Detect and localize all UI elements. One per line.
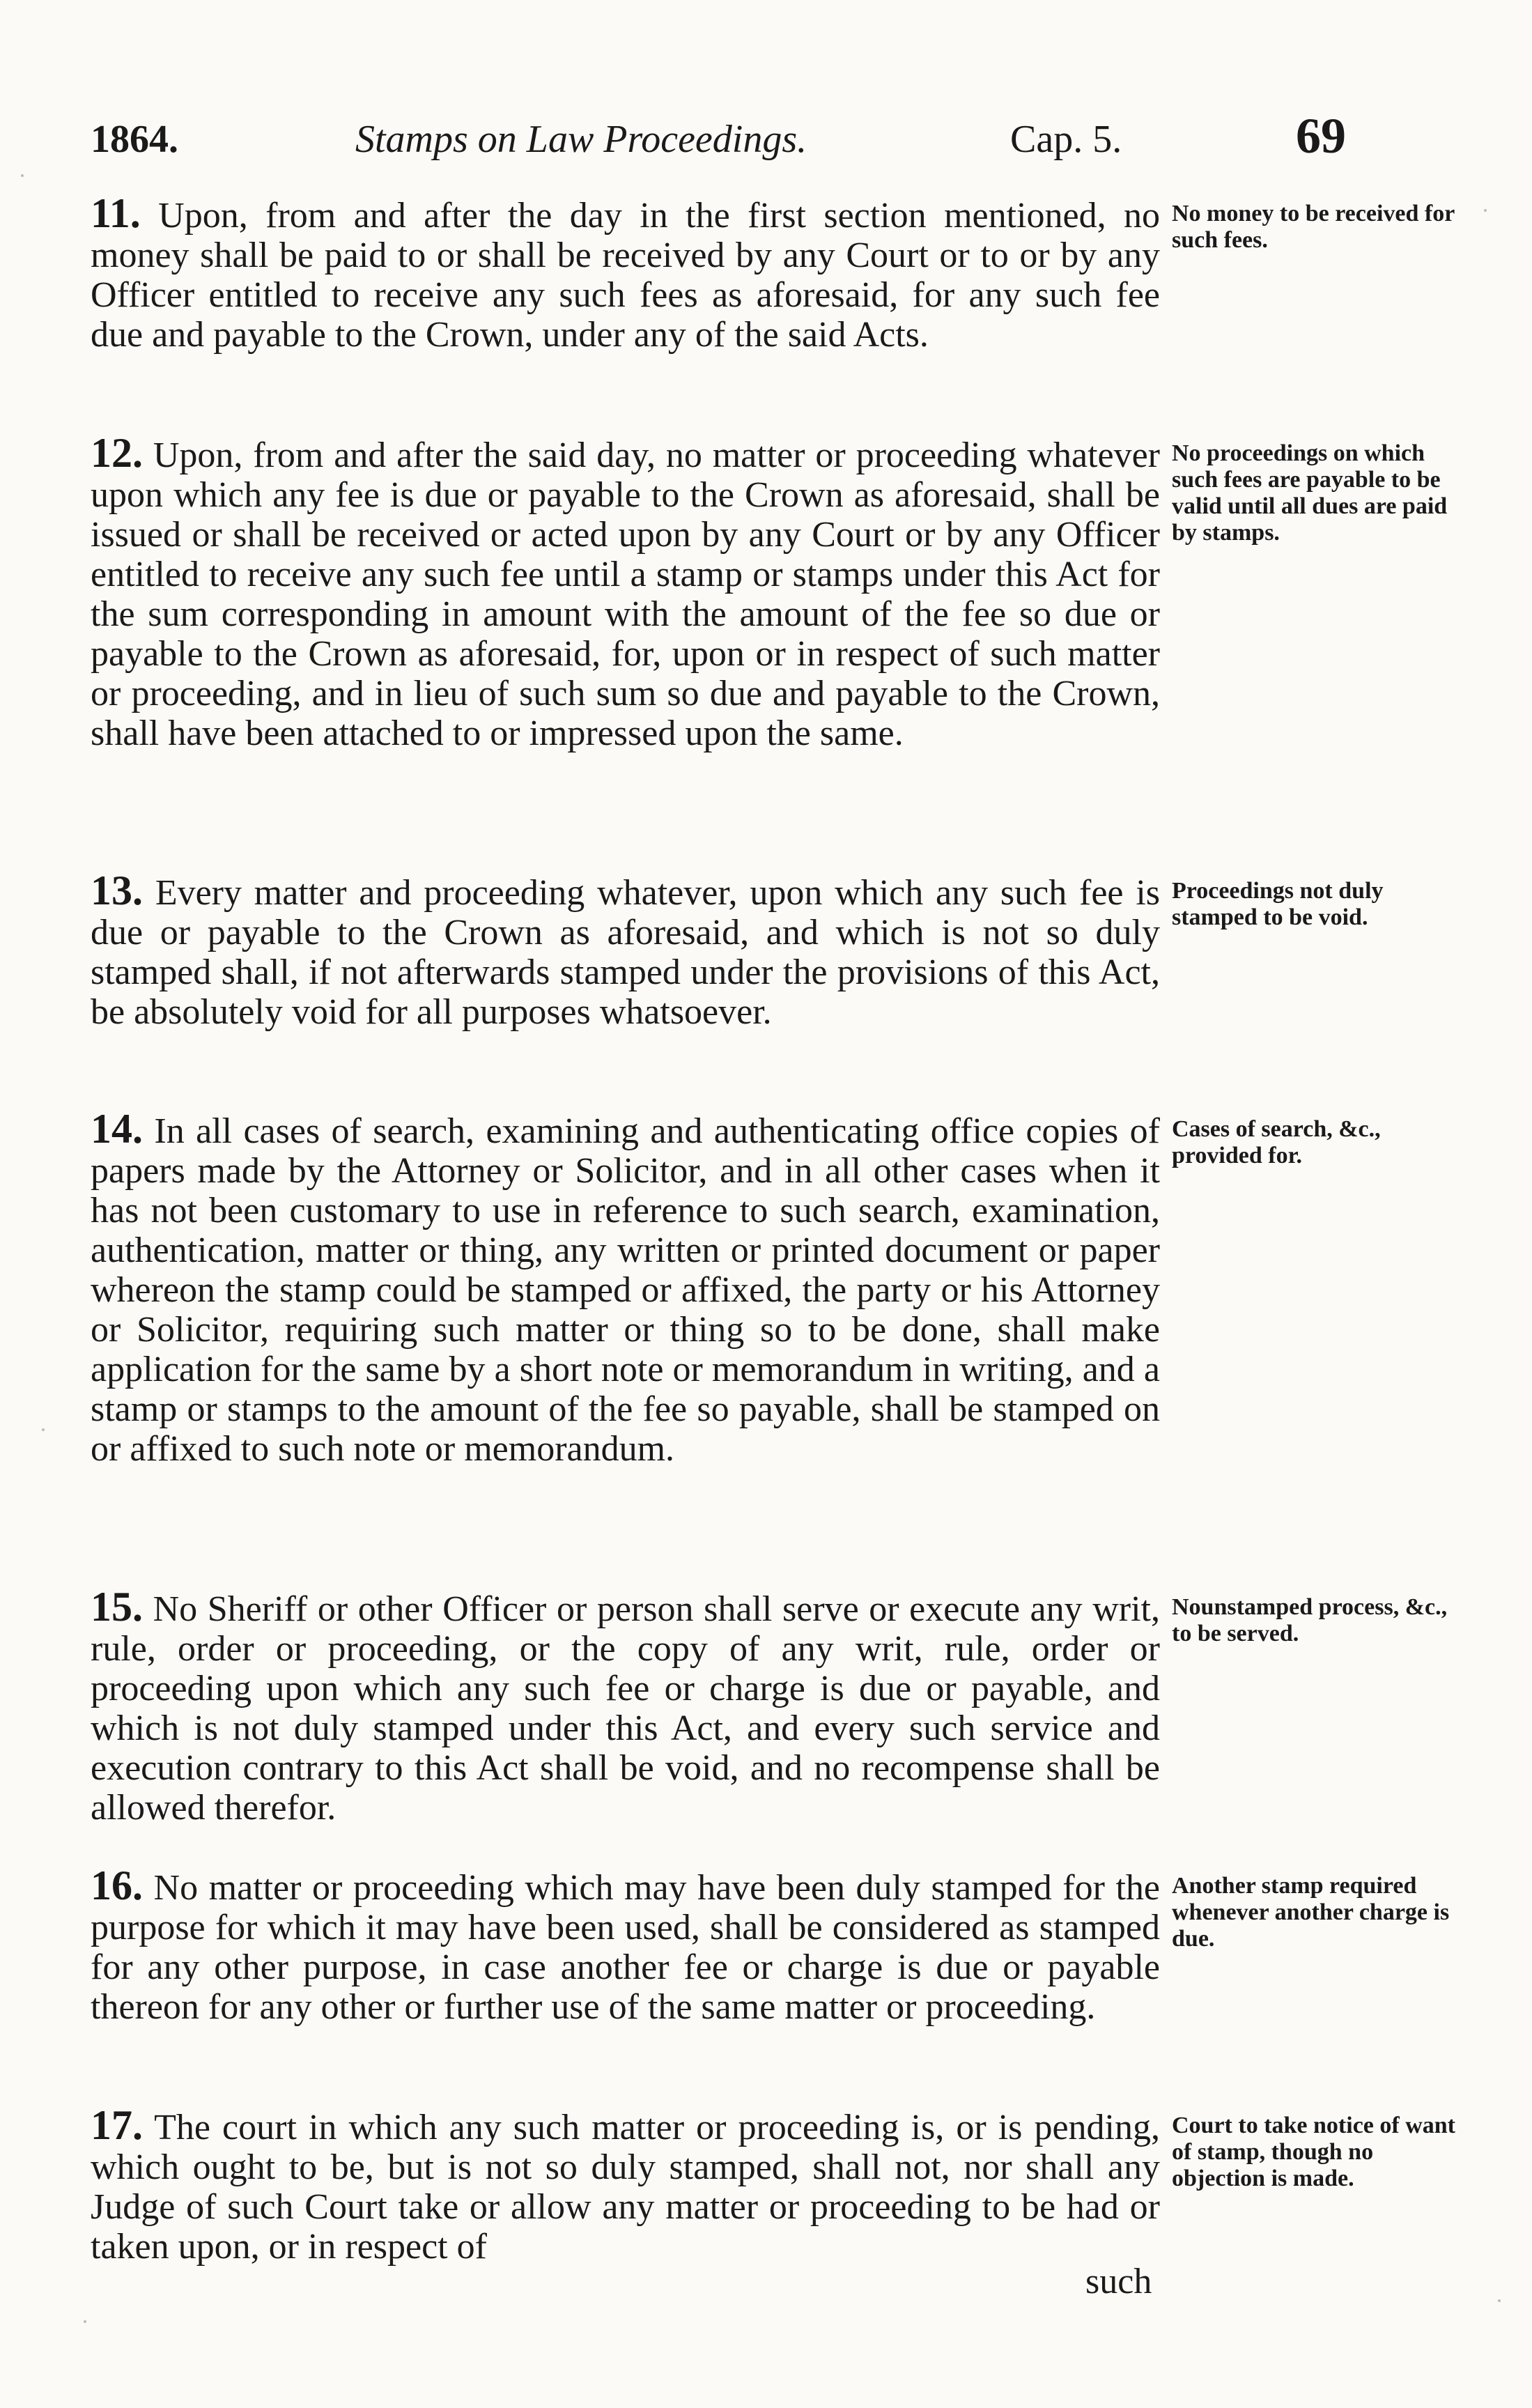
header-year: 1864.: [91, 118, 178, 161]
section-text: The court in which any such matter or proceeding is, or is pending, which ought to be, but is not so duly stamped, shall not, nor shall any Judge of such Court take or allow any matter or proceeding to be had or taken upon, or in respect of: [91, 2108, 1160, 2267]
section-number: 14.: [91, 1106, 143, 1152]
section-number: 15.: [91, 1584, 143, 1630]
paper-speck: [42, 1428, 45, 1431]
section-text: No matter or proceeding which may have been duly stamped for the purpose for which it may have been used, shall be considered as stamped for any other purpose, in case another fee or charge is due or payable thereon for any other or further use of the same matter or proceeding.: [91, 1868, 1160, 2027]
section-number: 12.: [91, 430, 143, 476]
header-title: Stamps on Law Proceedings.: [355, 118, 807, 161]
paper-speck: [21, 174, 24, 177]
page-number: 69: [1296, 108, 1346, 164]
running-header: [91, 105, 1365, 174]
paper-speck: [84, 2320, 86, 2323]
section-text: In all cases of search, examining and authenticating office copies of papers made by the Attorney or Solicitor, and in all other cases when it has not been customary to use in reference to such search, examination, authentication, matter or thing, any written or printed document or paper whereon the stamp could be stamped or affixed, the party or his Attorney or Solicitor, requiring such matter or thing so to be done, shall make application for the same by a short note or memorandum in writing, and a stamp or stamps to the amount of the fee so payable, shall be stamped on or affixed to such note or memorandum.: [91, 1111, 1160, 1469]
section-number: 17.: [91, 2102, 143, 2148]
paper-speck: [1498, 2299, 1501, 2302]
margin-note: No proceedings on which such fees are payable to be valid until all dues are paid by stamps.: [1172, 440, 1448, 546]
section-body: [91, 2102, 1160, 2267]
margin-note: No money to be received for such fees.: [1172, 201, 1455, 253]
section-text: Upon, from and after the day in the first section mentioned, no money shall be paid to or shall be received by any Court or to or by any Officer entitled to receive any such fees as aforesaid, for any such fee due and payable to the Crown, under any of the said Acts.: [91, 196, 1161, 355]
margin-note: Nounstamped process, &c., to be served.: [1172, 1594, 1448, 1646]
margin-note: Proceedings not duly stamped to be void.: [1172, 878, 1384, 930]
section-body: [91, 1106, 1160, 1469]
section-body: [91, 430, 1160, 753]
section-text: Every matter and proceeding whatever, upon which any such fee is due or payable to the Crown as aforesaid, and which is not so duly stamped shall, if not afterwards stamped under the provisions of this Act, be absolutely void for all purposes whatsoever.: [91, 873, 1160, 1032]
margin-note: Cases of search, &c., provided for.: [1172, 1116, 1381, 1168]
section-text: Upon, from and after the said day, no matter or proceeding whatever upon which any fee is due or payable to the Crown as aforesaid, shall be issued or shall be received or acted upon by any Court or by any Officer entitled to receive any such fee until a stamp or stamps under this Act for the sum corresponding in amount with the amount of the fee so due or payable to the Crown as aforesaid, for, upon or in respect of such matter or proceeding, and in lieu of such sum so due and payable to the Crown, shall have been attached to or impressed upon the same.: [91, 435, 1160, 753]
section-number: 16.: [91, 1862, 143, 1908]
margin-note: Another stamp required whenever another charge is due.: [1172, 1873, 1450, 1952]
section-text: No Sheriff or other Officer or person shall serve or execute any writ, rule, order or proceeding, or the copy of any writ, rule, order or proceeding upon which any such fee or charge is due or payable, and which is not duly stamped under this Act, and every such service and execution contrary to this Act shall be void, and no recompense shall be allowed therefor.: [91, 1589, 1161, 1828]
header-chapter: Cap. 5.: [1010, 118, 1122, 161]
section-body: [91, 1862, 1160, 2027]
catchword: such: [1085, 2262, 1152, 2301]
section-body: [91, 1584, 1161, 1828]
section-number: 13.: [91, 867, 143, 913]
section-number: 11.: [91, 190, 141, 236]
section-body: [91, 190, 1161, 355]
paper-speck: [1484, 209, 1487, 212]
section-body: [91, 867, 1160, 1032]
margin-note: Court to take notice of want of stamp, though no objection is made.: [1172, 2113, 1455, 2191]
